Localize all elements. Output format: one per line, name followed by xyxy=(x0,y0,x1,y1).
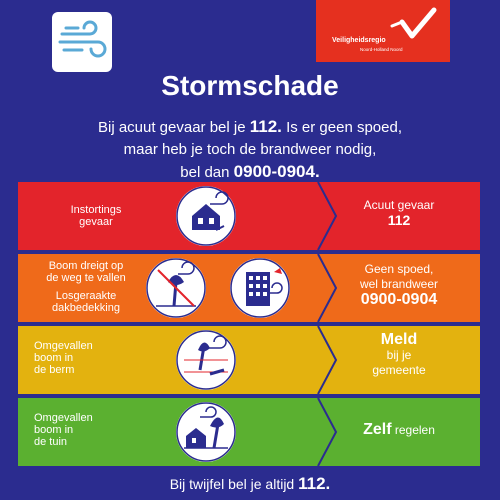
logo-text: Veiligheidsregio Noord-Holland Noord xyxy=(332,37,403,52)
row-label: Instortings gevaar xyxy=(70,204,122,228)
row-no-urgency-fire-brigade xyxy=(18,254,480,322)
loose-roof-icon xyxy=(230,258,290,318)
wind-icon xyxy=(52,12,112,72)
fallen-tree-garden-icon xyxy=(176,402,236,462)
page-title: Stormschade xyxy=(161,70,339,101)
row-action: Zelf regelen xyxy=(363,421,435,438)
footer-text: Bij twijfel bel je altijd 112. xyxy=(169,474,331,493)
fallen-tree-verge-icon xyxy=(176,330,236,390)
collapsing-house-icon xyxy=(176,186,236,246)
intro-text: Bij acuut gevaar bel je 112. Is er geen spoed, maar heb je toch de brandweer nodig, bel dan 0900-0904. xyxy=(97,117,402,181)
row-label: Omgevallen boom in de berm xyxy=(34,340,93,376)
row-action: Acuut gevaar 112 xyxy=(363,198,435,228)
row-action: Geen spoed, wel brandweer 0900-0904 xyxy=(359,262,439,308)
row-label: Boom dreigt op de weg te vallen Losgeraakte dakbedekking xyxy=(46,260,126,314)
veiligheidsregio-logo xyxy=(316,0,450,62)
falling-tree-icon xyxy=(146,258,206,318)
row-label: Omgevallen boom in de tuin xyxy=(34,412,93,448)
row-collapse-danger xyxy=(18,182,480,250)
row-report-municipality xyxy=(18,326,480,394)
row-handle-yourself xyxy=(18,398,480,466)
row-action: Meld bij je gemeente xyxy=(372,331,426,377)
